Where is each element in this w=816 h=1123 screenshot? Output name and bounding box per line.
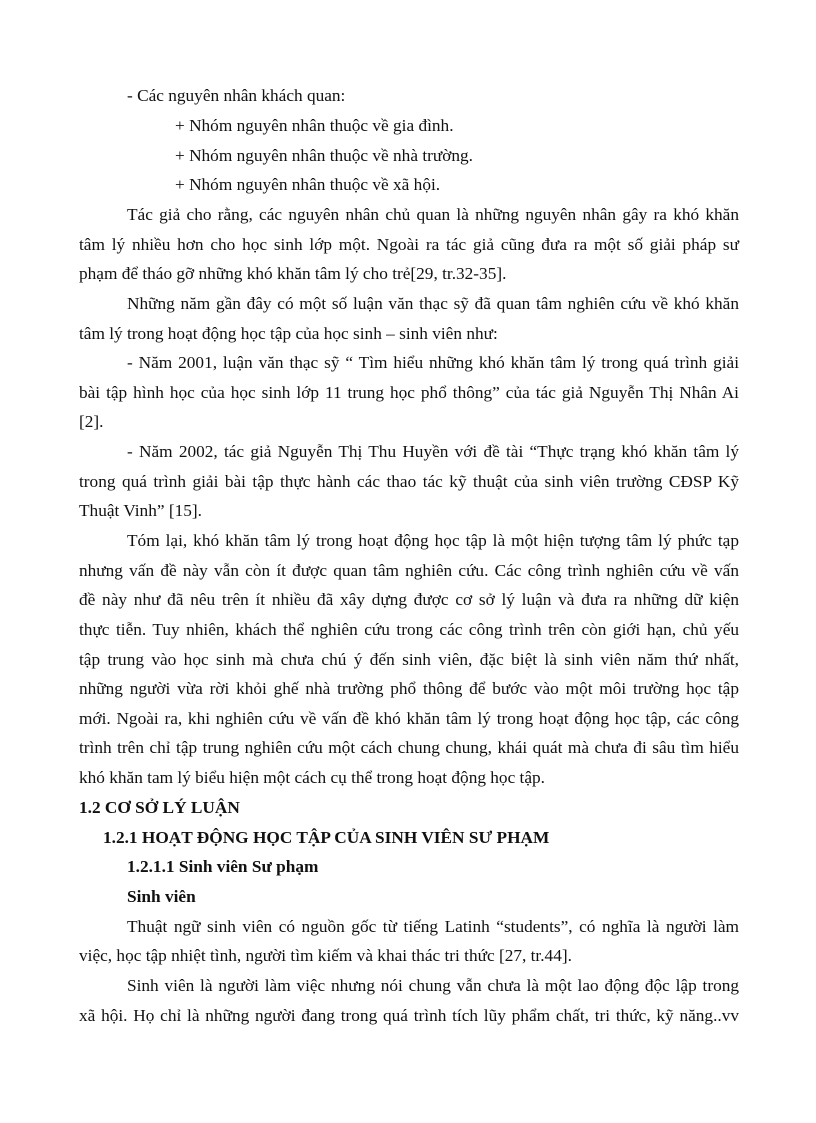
paragraph-line: Thuật ngữ sinh viên có nguồn gốc từ tiếng Latinh “students”, có nghĩa là người làm (127, 917, 739, 936)
paragraph-line: Thuật Vinh” [15]. (79, 501, 202, 520)
list-item: + Nhóm nguyên nhân thuộc về gia đình. (175, 116, 454, 135)
paragraph-line: [2]. (79, 412, 104, 431)
paragraph-line: Sinh viên là người làm việc nhưng nói chung vẫn chưa là một lao động độc lập trong (127, 976, 739, 995)
paragraph-line: - Năm 2001, luận văn thạc sỹ “ Tìm hiểu những khó khăn tâm lý trong quá trình giải (127, 353, 739, 372)
paragraph-line: việc, học tập nhiệt tình, người tìm kiếm và khai thác tri thức [27, tr.44]. (79, 946, 572, 965)
paragraph-line: tâm lý trong hoạt động học tập của học sinh – sinh viên như: (79, 324, 498, 343)
paragraph-line: - Năm 2002, tác giả Nguyễn Thị Thu Huyền với đề tài “Thực trạng khó khăn tâm lý (127, 442, 739, 461)
list-item: + Nhóm nguyên nhân thuộc về xã hội. (175, 175, 441, 194)
topic-heading: Sinh viên (127, 887, 196, 906)
paragraph-line: mới. Ngoài ra, khi nghiên cứu về vấn đề khó khăn tâm lý trong hoạt động học tập, các công (79, 709, 739, 728)
paragraph-line: trong quá trình giải bài tập thực hành các thao tác kỹ thuật của sinh viên trường CĐSP Kỹ (79, 472, 739, 491)
subsubsection-heading: 1.2.1.1 Sinh viên Sư phạm (127, 857, 319, 876)
paragraph-line: trình trên chỉ tập trung nghiên cứu một cách chung chung, khái quát mà chưa đi sâu tìm hiểu (79, 738, 739, 757)
paragraph-line: phạm để tháo gỡ những khó khăn tâm lý cho trẻ[29, tr.32-35]. (79, 264, 507, 283)
list-item: + Nhóm nguyên nhân thuộc về nhà trường. (175, 146, 473, 165)
paragraph-line: tâm lý nhiều hơn cho học sinh lớp một. Ngoài ra tác giả cũng đưa ra một số giải pháp sư (79, 235, 739, 254)
paragraph-line: Những năm gần đây có một số luận văn thạc sỹ đã quan tâm nghiên cứu về khó khăn (127, 294, 739, 313)
section-heading: 1.2 CƠ SỞ LÝ LUẬN (79, 798, 240, 817)
paragraph-line: Tóm lại, khó khăn tâm lý trong hoạt động học tập là một hiện tượng tâm lý phức tạp (127, 531, 739, 550)
paragraph-line: đề này như đã nêu trên ít nhiều đã xây dựng được cơ sở lý luận và đưa ra những dữ kiện (79, 590, 739, 609)
paragraph-line: nhưng vấn đề này vẫn còn ít được quan tâm nghiên cứu. Các công trình nghiên cứu về vấn (79, 561, 739, 580)
paragraph-line: tập trung vào học sinh mà chưa chú ý đến sinh viên, đặc biệt là sinh viên năm thứ nhất, (79, 650, 739, 669)
paragraph-line: Tác giả cho rằng, các nguyên nhân chủ quan là những nguyên nhân gây ra khó khăn (127, 205, 739, 224)
list-heading: - Các nguyên nhân khách quan: (127, 86, 346, 105)
paragraph-line: thực tiễn. Tuy nhiên, khách thể nghiên cứu trong các công trình trên còn giới hạn, chủ yếu (79, 620, 739, 639)
paragraph-line: khó khăn tam lý biểu hiện một cách cụ thể trong hoạt động học tập. (79, 768, 545, 787)
subsection-heading: 1.2.1 HOẠT ĐỘNG HỌC TẬP CỦA SINH VIÊN SƯ PHẠM (103, 828, 550, 847)
paragraph-line: những người vừa rời khỏi ghế nhà trường phổ thông để bước vào một môi trường học tập (79, 679, 739, 698)
paragraph-line: bài tập hình học của học sinh lớp 11 trung học phổ thông” của tác giả Nguyễn Thị Nhân Ai (79, 383, 739, 402)
paragraph-line: xã hội. Họ chỉ là những người đang trong quá trình tích lũy phẩm chất, tri thức, kỹ năng..vv (79, 1006, 739, 1025)
